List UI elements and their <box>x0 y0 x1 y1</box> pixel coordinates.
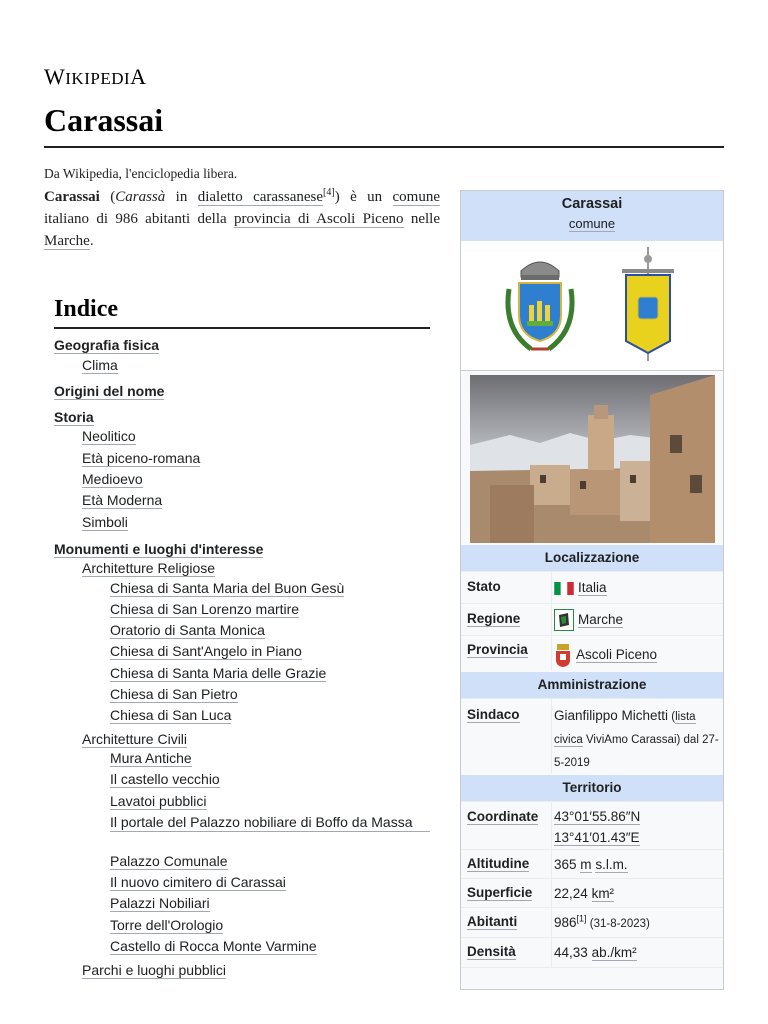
toc-item-label: Clima <box>82 357 118 373</box>
abitanti-number: 986 <box>554 915 577 930</box>
value-sindaco <box>554 705 719 774</box>
lead-text: ) è un <box>334 189 393 205</box>
superficie-link[interactable]: Superficie <box>467 885 533 900</box>
toc-item[interactable] <box>54 337 159 354</box>
toc-item[interactable] <box>82 514 128 531</box>
toc-item[interactable] <box>110 853 228 870</box>
lead-text: in <box>165 189 198 205</box>
toc-item[interactable] <box>82 731 187 748</box>
ascoli-piceno-coat-icon <box>554 642 572 668</box>
section-territorio: Territorio <box>461 775 723 801</box>
value-coordinate <box>554 806 719 848</box>
label-stato: Stato <box>467 579 501 594</box>
region-link[interactable]: Marche <box>44 233 90 249</box>
row-abitanti <box>461 907 723 937</box>
toc-item[interactable] <box>110 793 207 810</box>
toc-item-label: Storia <box>54 409 94 425</box>
toc-item-label: Medioevo <box>82 471 143 487</box>
toc-item[interactable] <box>110 643 302 660</box>
toc-item-label: Torre dell'Orologio <box>110 917 224 933</box>
toc-item-label: Architetture Religiose <box>82 560 216 576</box>
superficie-number: 22,24 <box>554 886 588 901</box>
toc-item-label: Architetture Civili <box>82 731 188 747</box>
value-superficie <box>554 883 719 904</box>
toc-item-label: Palazzi Nobiliari <box>110 895 210 911</box>
abitanti-unit-link[interactable]: ab. <box>591 945 611 960</box>
lista-civica-link[interactable]: lista civica <box>554 711 696 746</box>
town-photo[interactable] <box>470 375 715 543</box>
toc-item-label: Chiesa di San Pietro <box>110 686 238 702</box>
comune-link[interactable]: comune <box>392 189 440 205</box>
italy-flag-icon <box>554 582 574 595</box>
lead-text: italiano di 986 abitanti della <box>44 211 234 227</box>
toc-item-label: Oratorio di Santa Monica <box>110 622 265 638</box>
sindaco-link[interactable]: Sindaco <box>467 707 520 722</box>
coat-of-arms-image[interactable] <box>501 249 579 361</box>
coordinate-link[interactable]: Coordinate <box>467 809 539 824</box>
toc-item-label: Parchi e luoghi pubblici <box>82 962 226 978</box>
reference-4[interactable]: [4] <box>323 187 335 198</box>
abitanti-date: (31-8-2023) <box>586 918 650 930</box>
toc-item[interactable] <box>110 750 192 767</box>
wordmark-initial: W <box>44 64 66 89</box>
toc-item[interactable] <box>110 917 223 934</box>
provincia-value-link[interactable]: Ascoli Piceno <box>576 646 658 662</box>
toc-item-label: Il castello vecchio <box>110 771 220 787</box>
label-provincia <box>467 642 528 657</box>
sindaco-name: Gianfilippo Michetti <box>554 708 669 723</box>
row-coordinate <box>461 801 723 849</box>
toc-item[interactable] <box>110 707 231 724</box>
marche-flag-icon <box>554 609 574 631</box>
regione-value-link[interactable]: Marche <box>578 612 624 627</box>
toc-item-label: Età Moderna <box>82 492 163 508</box>
row-stato <box>461 571 723 603</box>
toc-item[interactable] <box>110 622 265 639</box>
label-coordinate <box>467 809 538 824</box>
toc-item[interactable] <box>82 428 136 445</box>
toc-item[interactable] <box>54 383 164 400</box>
toc-item[interactable] <box>82 560 215 577</box>
row-empty <box>461 967 723 989</box>
altitudine-number: 365 <box>554 857 577 872</box>
page-title: Carassai <box>44 102 164 138</box>
sindaco-paren: ( <box>668 711 676 723</box>
densita-number: 44,33 <box>554 945 588 960</box>
toc-item-label: Chiesa di Santa Maria del Buon Gesù <box>110 580 345 596</box>
latitude-link[interactable]: 43°01′55.86″N <box>554 809 641 824</box>
slm-link[interactable]: s.l.m. <box>595 857 628 872</box>
lead-text: nelle <box>403 211 440 227</box>
infobox-title: Carassai <box>561 196 623 212</box>
label-superficie <box>467 885 532 900</box>
km2-link[interactable]: km² <box>591 886 615 901</box>
value-abitanti <box>554 912 719 935</box>
toc-item[interactable] <box>110 665 326 682</box>
provincia-link[interactable]: Provincia <box>467 642 528 657</box>
infobox <box>460 190 724 990</box>
toc-item-label: Il portale del Palazzo nobiliare di Boffo da Massa <box>110 814 413 830</box>
toc-item[interactable] <box>110 814 430 832</box>
value-regione <box>554 609 719 631</box>
toc-item[interactable] <box>82 471 143 488</box>
toc-item-label: Geografia fisica <box>54 337 160 353</box>
toc-item[interactable] <box>82 357 118 374</box>
label-sindaco <box>467 707 520 722</box>
toc-item-label: Castello di Rocca Monte Varmine <box>110 938 317 954</box>
toc-item[interactable] <box>110 895 210 912</box>
toc-item-label: Simboli <box>82 514 128 530</box>
section-amministrazione: Amministrazione <box>461 672 723 698</box>
toc-item[interactable] <box>82 962 226 979</box>
lead-paragraph <box>44 186 440 252</box>
toc-item-label: Il nuovo cimitero di Carassai <box>110 874 286 890</box>
toc-item-label: Origini del nome <box>54 383 165 399</box>
label-altitudine <box>467 856 529 871</box>
stato-link[interactable]: Italia <box>578 580 607 595</box>
toc-item[interactable] <box>54 409 94 426</box>
toc-item[interactable] <box>110 771 220 788</box>
toc-item-label: Età piceno-romana <box>82 450 201 466</box>
lead-dialect-name: Carassà <box>115 189 166 205</box>
wikipedia-wordmark[interactable] <box>44 64 147 90</box>
toc-item[interactable] <box>82 492 162 509</box>
toc-item[interactable] <box>110 580 344 597</box>
section-localizzazione: Localizzazione <box>461 545 723 571</box>
title-divider <box>44 146 724 148</box>
province-link[interactable]: provincia di Ascoli Piceno <box>234 211 404 227</box>
abitanti-link[interactable]: Abitanti <box>467 914 518 929</box>
toc-item-label: Neolitico <box>82 428 136 444</box>
toc-divider <box>54 327 430 329</box>
regione-link[interactable]: Regione <box>467 611 521 626</box>
toc-item[interactable] <box>110 686 238 703</box>
label-densita <box>467 944 516 959</box>
value-densita <box>554 942 719 963</box>
infobox-header <box>461 191 723 241</box>
value-altitudine <box>554 854 719 875</box>
row-provincia <box>461 635 723 671</box>
label-abitanti <box>467 914 517 929</box>
label-regione <box>467 611 520 626</box>
row-altitudine <box>461 849 723 878</box>
toc-item-label: Chiesa di San Luca <box>110 707 232 723</box>
metre-link[interactable]: m <box>580 857 592 872</box>
dialect-link[interactable]: dialetto carassanese <box>197 189 324 205</box>
densita-link[interactable]: Densità <box>467 944 516 959</box>
toc-item-label: Chiesa di Sant'Angelo in Piano <box>110 643 302 659</box>
toc-item-label: Palazzo Comunale <box>110 853 228 869</box>
wordmark-final: A <box>130 64 147 89</box>
value-stato <box>554 577 719 598</box>
longitude-link[interactable]: 13°41′01.43″E <box>554 830 640 845</box>
row-sindaco <box>461 698 723 774</box>
reference-1[interactable]: [1] <box>576 913 587 924</box>
row-densita <box>461 937 723 967</box>
gonfalone-banner-image[interactable] <box>614 245 682 363</box>
toc-title: Indice <box>54 296 119 322</box>
lead-text: ( <box>99 189 116 205</box>
toc-item-label: Lavatoi pubblici <box>110 793 207 809</box>
sindaco-party-date: ViviAmo Carassai) dal 27-5-2019 <box>554 734 719 769</box>
toc-item[interactable] <box>82 450 200 467</box>
toc-item[interactable] <box>110 601 299 618</box>
toc-item[interactable] <box>110 874 286 891</box>
row-regione <box>461 603 723 635</box>
wordmark-middle: IKIPEDI <box>65 69 131 88</box>
row-superficie <box>461 878 723 907</box>
toc-item-label: Chiesa di Santa Maria delle Grazie <box>110 665 327 681</box>
toc-item-label: Monumenti e luoghi d'interesse <box>54 541 264 557</box>
toc-item-label: Mura Antiche <box>110 750 192 766</box>
altitudine-link[interactable]: Altitudine <box>467 856 530 871</box>
km2-unit-link[interactable]: /km² <box>610 945 637 960</box>
infobox-emblems <box>461 241 723 371</box>
lead-text: . <box>89 233 94 249</box>
value-provincia <box>554 642 719 668</box>
lead-subject: Carassai <box>44 189 100 205</box>
toc-item[interactable] <box>54 541 263 558</box>
infobox-type-link[interactable]: comune <box>568 216 616 231</box>
site-tagline: Da Wikipedia, l'enciclopedia libera. <box>44 166 238 181</box>
toc-item[interactable] <box>110 938 317 955</box>
toc-item-label: Chiesa di San Lorenzo martire <box>110 601 300 617</box>
